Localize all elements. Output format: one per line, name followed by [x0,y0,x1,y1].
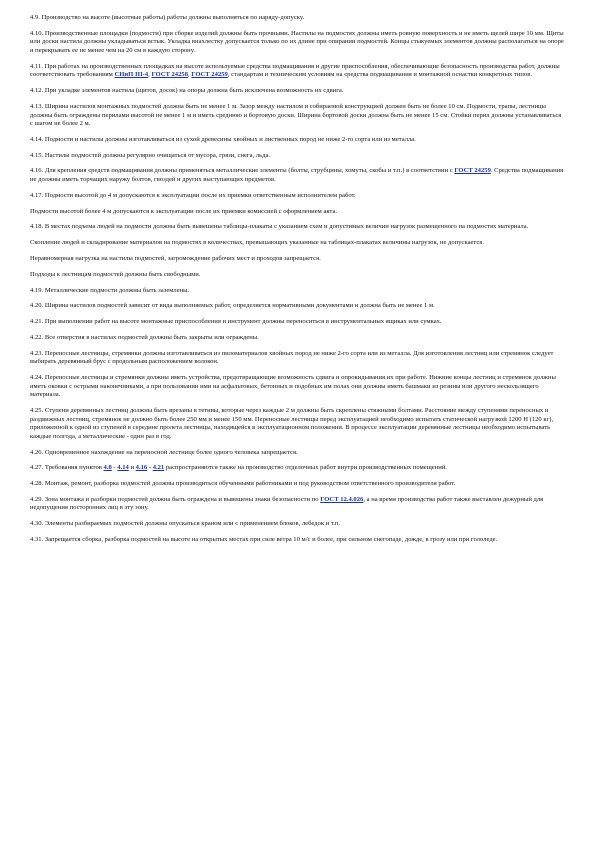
paragraph-text: 4.19. Металлические подмости должны быть заземлены. [30,286,190,294]
paragraph [30,520,565,529]
document-reference-link[interactable]: ГОСТ 24258 [151,71,188,79]
paragraph-text: 4.22. Все отверстия в настилах подмостей должны быть закрыты или ограждены. [30,333,259,341]
paragraph-text: - [111,464,118,472]
paragraph-text: 4.31. Запрещается сборка, разборка подмостей на высоте на открытых местах при силе ветра 10 м/с и более, при сильном снегопаде, дожде, в грозу или при гололеде. [30,536,498,544]
paragraph-text: 4.13. Ширина настилов монтажных подмостей должна быть не менее 1 м. Зазор между настилом и собираемой конструкцией должен быть не более 10 см. Подмости, трапы, лестницы должны быть ограждены перилами высотой не менее 1 м и иметь среднюю и бортовую доски. Ширина бортовой доски должна быть не менее 15 см. Стойки перил должны устанавливаться с шагом не более 2 м. [30,102,562,128]
paragraph [30,464,565,473]
paragraph-text: Скопление людей и складирование материалов на подмостях в количествах, превышающих указанные на таблицах-плакатах величины нагрузок, не допускается. [30,239,484,247]
paragraph [30,14,565,23]
paragraph-text: 4.10. Производственные площадки (подмости) при сборке изделий должны быть прочными. Настилы на подмостях должны иметь ровную поверхность и не иметь щелей шире 10 мм. Щиты или доски настила должны укладываться встык. Укладка внахлестку допускается только по их длине при опирании подмостей. Концы стыкуемых элементов должны располагаться на опоре и перекрывать ее не менее чем на 20 см в каждую сторону. [30,29,564,54]
paragraph [30,374,565,400]
paragraph [30,536,565,545]
paragraph-text: 4.11. При работах на производственных площадках на высоте используемые средства подмащивания и другие приспособления, обеспечивающие безопасность производства работ, должны соответствовать требованиям [30,62,560,79]
paragraph-text: 4.9. Производство на высоте (высотные работы) работы должны выполняться по наряду-допуску. [30,14,305,21]
paragraph-text: 4.23. Переносные лестницы, стремянки должны изготавливаться из пиломатериалов хвойных пород не ниже 2-го сорта или из металла. Для изготовления лестниц или стремянок следует выбирать деревянный брус с продольным расположением волокон. [30,349,554,366]
document-reference-link[interactable]: 4.8 [103,464,112,472]
document-reference-link[interactable]: СНиП III-4 [114,71,149,79]
paragraph-text: 4.15. Настилы подмостей должны регулярно очищаться от мусора, грязи, снега, льда. [30,151,271,159]
document-reference-link[interactable]: 4.16 [135,464,148,472]
paragraph-text: 4.28. Монтаж, ремонт, разборка подмостей должны производиться обученными работниками и под руководством ответственного производителя работ. [30,480,456,488]
paragraph [30,208,565,217]
paragraph [30,271,565,280]
paragraph-text: - [147,464,153,472]
paragraph-text: , [188,71,192,79]
paragraph-text: 4.21. При выполнении работ на высоте монтажные приспособления и инструмент должны переноситься в инструментальных ящиках или сумках. [30,318,442,326]
paragraph-text: , стандартам и техническим условиям на средства подмащивания и монтажной оснастки конкретных типов. [227,71,532,79]
paragraph [30,167,565,184]
paragraph-text: и [128,464,136,472]
paragraph-text: 4.16. Для крепления средств подмащивания должны применяться металлические элементы (болты, струбцины, хомуты, скобы и т.п.) в соответствии с [30,167,455,175]
paragraph [30,407,565,441]
paragraph [30,350,565,367]
paragraph [30,192,565,201]
paragraph [30,255,565,264]
paragraph [30,30,565,56]
paragraph-text: Подмости высотой более 4 м допускаются к эксплуатации после их приемки комиссией с оформлением акта. [30,207,338,215]
paragraph [30,287,565,296]
paragraph-text: 4.30. Элементы разбираемых подмостей должны опускаться краном или с применением блоков, лебедок и т.п. [30,520,341,528]
paragraph-text: , [148,71,152,79]
paragraph [30,480,565,489]
paragraph-text: . Средства подмащивания не должны иметь торчащих наружу болтов, гвоздей и других выступающих предметов. [30,167,564,184]
paragraph [30,449,565,458]
document-body [30,14,565,545]
paragraph [30,103,565,129]
paragraph [30,223,565,232]
paragraph-text: Неравномерная нагрузка на настилы подмостей, загромождение рабочих мест и проходов запрещается. [30,254,321,262]
paragraph-text: , а на время производства работ также выставлен дежурный для недопущения посторонних лиц в эту зону. [30,495,544,512]
paragraph-text: 4.20. Ширина настилов подмостей зависит от вида выполняемых работ, определяется нормативными документами и должна быть не менее 1 м. [30,302,435,310]
paragraph-text: 4.27. Требования пунктов [30,464,104,472]
paragraph [30,496,565,513]
paragraph [30,152,565,161]
paragraph [30,239,565,248]
document-reference-link[interactable]: ГОСТ 24259 [191,71,228,79]
paragraph [30,318,565,327]
paragraph-text: распространяются также на производство отделочных работ внутри производственных помещений. [164,464,447,472]
document-reference-link[interactable]: 4.21 [152,464,165,472]
paragraph-text: 4.17. Подмости высотой до 4 м допускаются к эксплуатации после их приемки ответственным исполнителем работ. [30,191,356,199]
document-reference-link[interactable]: ГОСТ 24259 [454,167,491,175]
paragraph [30,302,565,311]
paragraph [30,136,565,145]
paragraph-text: 4.29. Зона монтажа и разборки подмостей должна быть ограждена и вывешены знаки безопасности по [30,495,321,503]
paragraph-text: 4.25. Ступени деревянных лестниц должны быть врезаны в тетивы, которые через каждые 2 м должны быть скреплены стяжными болтами. Расстояние между ступенями переносных и раздвижных лестниц, стремянок не должно быть более 250 мм и менее 150 мм. Переносные лестницы перед эксплуатацией необходимо испытать статической нагрузкой 1200 Н (120 кг), приложенной к одной из ступеней в середине пролета лестницы, находящейся в эксплуатационном положении. В процессе эксплуатации деревянные лестницы необходимо испытывать каждые полгода, а металлические - один раз в год. [30,406,554,440]
paragraph-text: 4.26. Одновременное нахождение на переносной лестнице более одного человека запрещается. [30,448,298,456]
document-reference-link[interactable]: ГОСТ 12.4.026 [320,495,364,503]
paragraph-text: 4.14. Подмости и настилы должны изготавливаться из сухой древесины хвойных и лиственных пород не ниже 2-го сорта или из металла. [30,135,416,143]
paragraph [30,63,565,80]
paragraph-text: 4.18. В местах подъема людей на подмости должны быть вывешены таблицы-плакаты с указанием схем и допустимых величин нагрузок размещенного на подмостях материала. [30,223,529,231]
paragraph-text: 4.12. При укладке элементов настила (щитов, досок) на опоры должна быть исключена возможность их сдвига. [30,87,344,95]
paragraph [30,87,565,96]
paragraph-text: Подходы к лестницам подмостей должны быть свободными. [30,270,201,278]
document-reference-link[interactable]: 4.14 [117,464,129,472]
paragraph-text: 4.24. Переносные лестницы и стремянки должны иметь устройства, предотвращающие возможность сдвига и опрокидывания их при работе. Нижние концы лестниц и стремянок должны иметь оковки с острыми наконечниками, а при пользовании ими на асфальтовых, бетонных и подобных им полах они должны иметь башмаки из резины или другого нескользящего материала. [30,374,556,399]
paragraph [30,334,565,343]
